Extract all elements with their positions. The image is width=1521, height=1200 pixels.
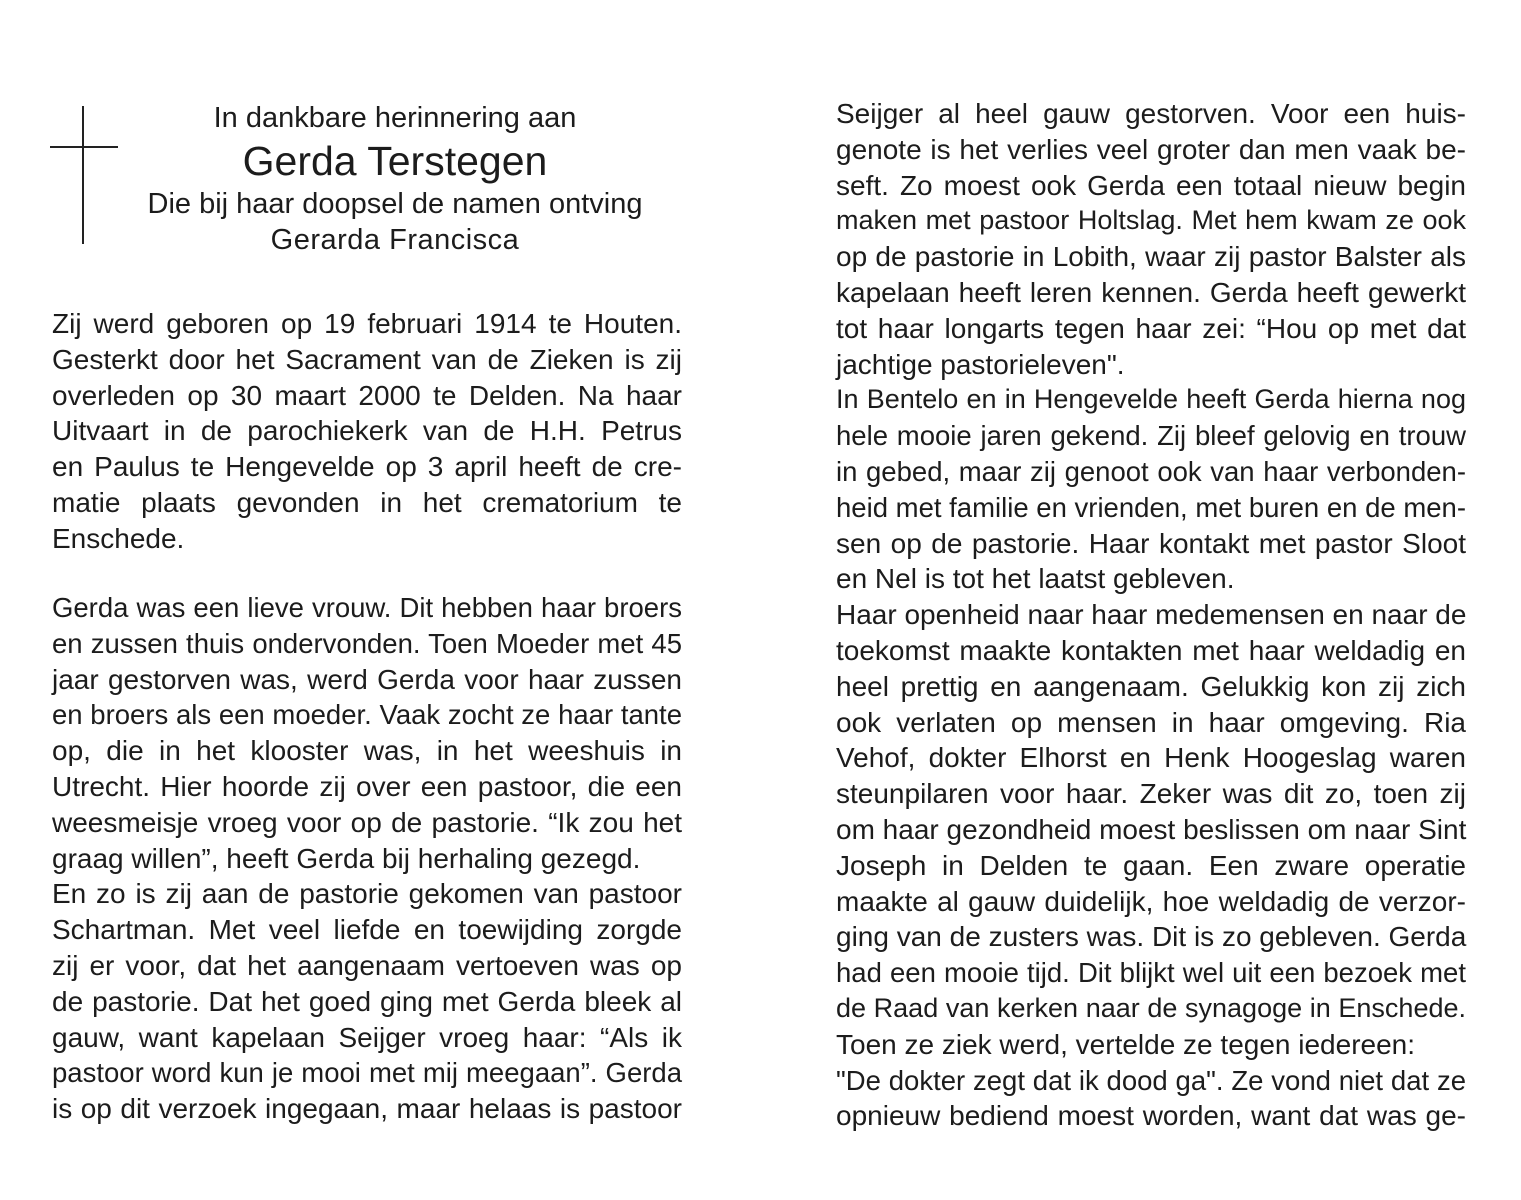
intro-text: In dankbare herinnering aan	[213, 102, 577, 134]
text-line: matie plaats gevonden in het crematorium te	[52, 486, 682, 518]
text-line: maken met pastoor Holtslag. Met hem kwam ze ook	[836, 205, 1466, 236]
text-line: de Raad van kerken naar de synagoge in Enschede.	[836, 992, 1466, 1023]
text-line: heel prettig en aangenaam. Gelukkig kon zij zich	[836, 670, 1466, 702]
text-line: Gesterkt door het Sacrament van de Zieken is zij	[52, 343, 682, 375]
text-line: heid met familie en vrienden, met buren en de men-	[836, 491, 1466, 523]
text-line: Seijger al heel gauw gestorven. Voor een huis-	[836, 98, 1466, 129]
text-line: Schartman. Met veel liefde en toewijding zorgde	[52, 914, 682, 946]
text-line: In Bentelo en in Hengevelde heeft Gerda hierna nog	[836, 384, 1466, 415]
text-line: maakte al gauw duidelijk, hoe weldadig de verzor-	[836, 885, 1466, 917]
text-line: tot haar longarts tegen haar zei: “Hou op met dat	[836, 312, 1466, 344]
text-line: Gerda was een lieve vrouw. Dit hebben haar broers	[52, 592, 682, 623]
given-names: Gerarda Francisca	[270, 224, 520, 256]
text-line: steunpilaren voor haar. Zeker was dit zo, toen zij	[836, 778, 1466, 810]
text-line: Toen ze ziek werd, vertelde ze tegen iedereen:	[836, 1028, 1416, 1060]
story-paragraph	[52, 590, 682, 1127]
text-line: Zij werd geboren op 19 februari 1914 te Houten.	[52, 308, 682, 339]
text-line: Joseph in Delden te gaan. Een zware operatie	[836, 849, 1466, 881]
text-line: op de pastorie in Lobith, waar zij pastor Balster als	[836, 241, 1466, 273]
text-line: zij er voor, dat het aangenaam vertoeven was op	[52, 949, 682, 981]
text-line: seft. Zo moest ook Gerda een totaal nieuw begin	[836, 169, 1466, 201]
text-line: Uitvaart in de parochiekerk van de H.H. Petrus	[52, 415, 682, 447]
text-line: overleden op 30 maart 2000 te Delden. Na haar	[52, 379, 682, 411]
text-line: opnieuw bediend moest worden, want dat was ge-	[836, 1100, 1466, 1132]
text-line: toekomst maakte kontakten met haar weldadig en	[836, 634, 1466, 666]
text-line: in gebed, maar zij genoot ook van haar verbonden-	[836, 455, 1466, 487]
text-line: en zussen thuis ondervonden. Toen Moeder met 45	[52, 627, 682, 659]
text-line: kapelaan heeft leren kennen. Gerda heeft gewerkt	[836, 276, 1466, 308]
text-line: en broers als een moeder. Vaak zocht ze haar tante	[52, 699, 682, 731]
text-line: graag willen”, heeft Gerda bij herhaling gezegd.	[52, 842, 641, 874]
text-line: de pastorie. Dat het goed ging met Gerda bleek al	[52, 985, 682, 1017]
text-line: Haar openheid naar haar medemensen en naar de	[836, 599, 1467, 631]
cross-icon	[50, 106, 120, 246]
continued-text	[836, 96, 1466, 1134]
text-line: Vehof, dokter Elhorst en Henk Hoogeslag waren	[836, 742, 1466, 774]
text-line: had een mooie tijd. Dit blijkt wel uit een bezoek met	[836, 957, 1466, 989]
text-line: Enschede.	[52, 522, 185, 554]
text-line: En zo is zij aan de pastorie gekomen van pastoor	[52, 878, 682, 910]
text-line: jaar gestorven was, werd Gerda voor haar zussen	[52, 663, 682, 695]
memorial-header	[120, 100, 670, 258]
text-line: weesmeisje vroeg voor op de pastorie. “Ik zou het	[52, 806, 682, 838]
text-line: jachtige pastorieleven".	[836, 348, 1125, 380]
deceased-name: Gerda Terstegen	[242, 138, 548, 184]
text-line: Utrecht. Hier hoorde zij over een pastoor, die een	[52, 770, 682, 802]
text-line: ging van de zusters was. Dit is zo gebleven. Gerda	[836, 921, 1467, 953]
text-line: en Nel is tot het laatst gebleven.	[836, 563, 1235, 595]
text-line: en Paulus te Hengevelde op 3 april heeft de cre-	[52, 451, 682, 483]
text-line: hele mooie jaren gekend. Zij bleef gelovig en trouw	[836, 420, 1466, 452]
text-line: om haar gezondheid moest beslissen om naar Sint	[836, 813, 1467, 845]
text-line: sen op de pastorie. Haar kontakt met pastor Sloot	[836, 527, 1466, 559]
text-line: "De dokter zegt dat ik dood ga". Ze vond niet dat ze	[836, 1064, 1466, 1096]
text-line: ook verlaten op mensen in haar omgeving. Ria	[836, 706, 1466, 738]
text-line: is op dit verzoek ingegaan, maar helaas is pastoor	[52, 1093, 682, 1125]
text-line: gauw, want kapelaan Seijger vroeg haar: “Als ik	[52, 1021, 682, 1053]
text-line: op, die in het klooster was, in het weeshuis in	[52, 735, 682, 767]
baptism-text: Die bij haar doopsel de namen ontving	[147, 188, 643, 220]
text-line: genote is het verlies veel groter dan men vaak be-	[836, 133, 1466, 165]
bio-paragraph	[52, 306, 682, 557]
text-line: pastoor word kun je mooi met mij meegaan”. Gerda	[52, 1057, 682, 1089]
